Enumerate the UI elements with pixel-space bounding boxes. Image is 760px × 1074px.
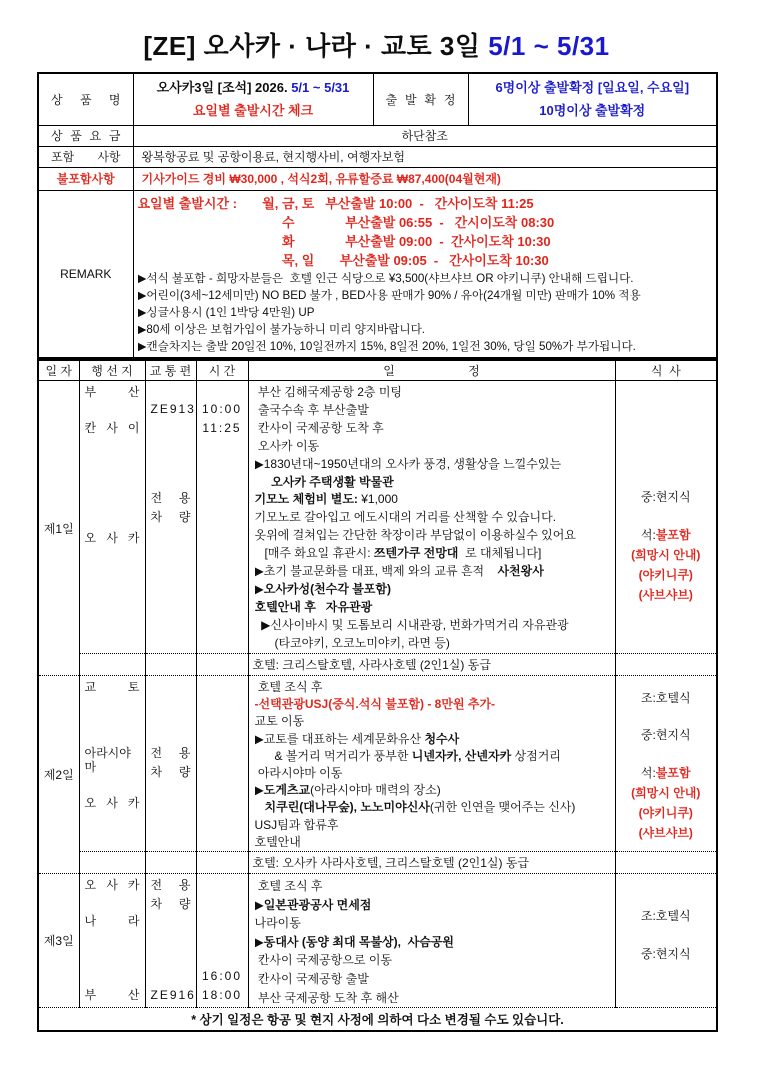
- itinerary-line: 부산 국제공항 도착 후 해산: [254, 990, 399, 1005]
- product-name-value: [133, 73, 373, 125]
- destination-osaka: 오 사 카: [84, 796, 140, 810]
- spacer-cell: [79, 654, 145, 676]
- remark-label: REMARK: [38, 190, 133, 358]
- itinerary-line: 오사카 이동: [254, 438, 320, 453]
- page-title: [37, 26, 716, 63]
- itinerary-line: ▶신사이바시 및 도톰보리 시내관광, 번화가먹거리 자유관광: [254, 617, 569, 632]
- day3-meal-list: [616, 874, 717, 964]
- itinerary-line: 부산 김해국제공항 2층 미팅: [254, 385, 403, 399]
- destination-osaka: 오 사 카: [84, 878, 140, 892]
- day2-times: [196, 676, 248, 852]
- flight-number: ZE913: [150, 402, 196, 416]
- column-header-transport: 교 통 편: [145, 360, 196, 381]
- day2-label: 제2일: [38, 676, 79, 874]
- departure-confirm-value: [468, 73, 717, 125]
- footnote-row: [38, 1008, 717, 1031]
- column-header-time: 시 간: [196, 360, 248, 381]
- product-name-line: 요일별 출발시간 체크: [192, 103, 314, 119]
- itinerary-line: 칸사이 국제공항 도착 후: [254, 420, 384, 435]
- destination-kyoto: 교 토: [84, 680, 140, 694]
- day3-meals: [615, 874, 717, 1008]
- itinerary-line: ▶일본관광공사 면세점: [254, 897, 372, 912]
- destination-nara: 나 라: [84, 914, 140, 928]
- remark-bullet: ▶싱글사용시 (1인 1박당 4만원) UP: [137, 305, 315, 319]
- meal-entry: 중:현지식: [640, 490, 691, 504]
- day3-plan-lines: [249, 874, 615, 1007]
- itinerary-line: -선택관광USJ(중식.석식 불포함) - 8만원 추가-: [254, 697, 496, 712]
- itinerary-line: 교토 이동: [254, 714, 305, 729]
- meal-entry: 조:호텔식: [640, 691, 691, 705]
- itinerary-line: 호텔 조식 후: [254, 680, 323, 694]
- departure-confirm-line: 10명이상 출발확정: [539, 103, 646, 119]
- remark-notes: [138, 270, 715, 355]
- hotel-info: 호텔: 오사카 사라사호텔, 크리스탈호텔 (2인1실) 동급: [252, 856, 530, 870]
- day1-label: 제1일: [38, 381, 79, 676]
- day3-transport: [145, 874, 196, 1008]
- arrival-time: 11:25: [202, 421, 242, 435]
- itinerary-header-row: [38, 360, 717, 381]
- itinerary-line: 치쿠린(대나무숲), 노노미야신사(귀한 인연을 맺어주는 신사): [264, 800, 576, 815]
- itinerary-line: ▶초기 불교문화를 대표, 백제 와의 교류 흔적 사천왕사: [254, 564, 544, 579]
- day1-plan-lines: [249, 381, 615, 653]
- day3-plan: [248, 874, 615, 1008]
- footnote: * 상기 일정은 항공 및 현지 사정에 의하여 다소 변경될 수도 있습니다.: [38, 1008, 717, 1031]
- day1-transport: [145, 381, 196, 654]
- itinerary-line: 기모노 체험비 별도: ¥1,000: [254, 492, 398, 507]
- day3-times: [196, 874, 248, 1008]
- spacer-cell: [615, 852, 717, 874]
- price-value: 하단참조: [133, 125, 717, 146]
- day1-section: [38, 381, 717, 676]
- itinerary-line: 호텔안내: [254, 834, 301, 849]
- day1-meal-list: [616, 381, 717, 605]
- day2-row: [38, 676, 717, 852]
- column-header-day: 일 자: [38, 360, 79, 381]
- transport-private-1: 전 용: [150, 746, 191, 760]
- product-info-table: [37, 72, 718, 359]
- meal-entry: 중:현지식: [640, 728, 691, 742]
- meal-entry: 석:불포함: [640, 766, 691, 780]
- arrival-time: 18:00: [201, 988, 243, 1002]
- day3-destinations: [79, 874, 145, 1008]
- departure-time: 16:00: [201, 969, 243, 983]
- day3-label: 제3일: [38, 874, 79, 1008]
- destination-osaka: 오 사 카: [84, 531, 140, 545]
- day2-transport: [145, 676, 196, 852]
- itinerary-line: 칸사이 국제공항으로 이동: [254, 953, 393, 968]
- transport-private-1: 전 용: [150, 491, 191, 505]
- day2-meal-list: [616, 676, 717, 843]
- itinerary-line: 출국수속 후 부산출발: [254, 402, 369, 417]
- itinerary-line: 칸사이 국제공항 출발: [254, 971, 369, 986]
- day3-section: [38, 874, 717, 1008]
- destination-arashiyama: 아라시야마: [84, 746, 131, 774]
- meal-entry: 조:호텔식: [640, 909, 691, 923]
- itinerary-line: ▶오사카성(천수각 불포함): [254, 581, 391, 596]
- footer-section: [38, 1008, 717, 1031]
- day1-times: [196, 381, 248, 654]
- schedule-line: 수 부산출발 06:55 - 간시이도착 08:30: [137, 214, 555, 230]
- day2-hotel: [248, 852, 615, 874]
- destination-busan: 부 산: [84, 988, 140, 1002]
- meal-entry: (샤브샤브): [638, 826, 693, 840]
- hotel-info: 호텔: 크리스탈호텔, 사라사호텔 (2인1실) 동급: [252, 658, 491, 672]
- price-label: 상 품 요 금: [38, 125, 133, 146]
- day2-hotel-row: [38, 852, 717, 874]
- day3-row: [38, 874, 717, 1008]
- spacer-cell: [196, 852, 248, 874]
- itinerary-line: USJ팀과 합류후: [254, 817, 339, 832]
- column-header-plan: 일 정: [248, 360, 615, 381]
- spacer-cell: [196, 654, 248, 676]
- departure-schedule: [138, 194, 715, 270]
- meal-entry: (야키니쿠): [638, 806, 693, 820]
- itinerary-line: [매주 화요일 휴관시: 쯔텐가쿠 전망대 로 대체됩니다]: [254, 546, 542, 561]
- transport-private-2: 차 량: [150, 765, 191, 779]
- remark-content: [133, 190, 717, 358]
- day2-plan-lines: [249, 676, 615, 851]
- departure-confirm-label: 출 발 확 정: [373, 73, 468, 125]
- transport-private-2: 차 량: [150, 897, 191, 911]
- column-header-destination: 행 선 지: [79, 360, 145, 381]
- meal-entry: 석:불포함: [640, 528, 691, 542]
- itinerary-line: ▶동대사 (동양 최대 목불상), 사슴공원: [254, 934, 455, 949]
- schedule-line: 화 부산출발 09:00 - 간사이도착 10:30: [137, 233, 551, 249]
- itinerary-line: 아라시야마 이동: [254, 766, 343, 781]
- product-name-line: 오사카3일 [조석] 2026. 5/1 ~ 5/31: [156, 80, 350, 96]
- meal-entry: (희망시 안내): [631, 548, 701, 562]
- itinerary-table: [37, 359, 718, 1032]
- itinerary-line: 기모노로 갈아입고 에도시대의 거리를 산책할 수 있습니다.: [254, 510, 557, 525]
- itinerary-line: 옷위에 걸쳐입는 간단한 착장이라 부담없이 이용하실수 있어요: [254, 528, 576, 543]
- itinerary-line: ▶도게츠교(아라시야마 매력의 장소): [254, 783, 441, 798]
- transport-private-1: 전 용: [150, 878, 191, 892]
- meal-entry: (샤브샤브): [638, 588, 693, 602]
- spacer-cell: [615, 654, 717, 676]
- column-header-meal: 식 사: [615, 360, 717, 381]
- day2-destinations: [79, 676, 145, 852]
- includes-value: 왕복항공료 및 공항이용료, 현지행사비, 여행자보험: [133, 146, 717, 167]
- day1-hotel-row: [38, 654, 717, 676]
- schedule-line: 요일별 출발시간 : 월, 금, 토 부산출발 10:00 - 간사이도착 11:25: [137, 195, 534, 211]
- day1-destinations: [79, 381, 145, 654]
- day1-plan: [248, 381, 615, 654]
- destination-busan: 부 산: [84, 385, 140, 399]
- includes-label: 포함 사항: [38, 146, 133, 167]
- itinerary-line: ▶1830년대~1950년대의 오사카 풍경, 생활상을 느낄수있는: [254, 456, 562, 471]
- remark-bullet: ▶석식 불포함 - 희망자분들은 호텔 인근 식당으로 ¥3,500(샤브샤브 OR 야키니쿠) 안내해 드립니다.: [137, 271, 634, 285]
- schedule-line: 목, 일 부산출발 09:05 - 간사이도착 10:30: [137, 252, 549, 268]
- flight-number: ZE916: [150, 988, 196, 1002]
- excludes-label: 불포함사항: [38, 167, 133, 190]
- meal-entry: 중:현지식: [640, 947, 691, 961]
- spacer-cell: [79, 852, 145, 874]
- day2-meals: [615, 676, 717, 852]
- itinerary-line: 호텔안내 후 자유관광: [254, 599, 373, 614]
- day1-row: [38, 381, 717, 654]
- departure-time: 10:00: [201, 402, 243, 416]
- day1-meals: [615, 381, 717, 654]
- itinerary-line: ▶교토를 대표하는 세계문화유산 청수사: [254, 731, 460, 746]
- itinerary-line: 오사카 주택생활 박물관: [271, 474, 394, 489]
- spacer-cell: [145, 654, 196, 676]
- departure-confirm-line: 6명이상 출발확정 [일요일, 수요일]: [495, 80, 690, 96]
- remark-bullet: ▶캔슬차지는 출발 20일전 10%, 10일전까지 15%, 8일전 20%, 1일전 30%, 당일 50%가 부가됩니다.: [137, 339, 636, 353]
- transport-private-2: 차 량: [150, 510, 191, 524]
- itinerary-line: 나라이동: [254, 916, 301, 931]
- day2-section: [38, 676, 717, 874]
- day2-plan: [248, 676, 615, 852]
- itinerary-line: (타코야키, 오코노미야키, 라면 등): [254, 635, 450, 650]
- remark-bullet: ▶어린이(3세~12세미만) NO BED 불가 , BED사용 판매가 90% / 유아(24개월 미만) 판매가 10% 적용: [137, 288, 641, 302]
- meal-entry: (희망시 안내): [631, 786, 701, 800]
- destination-kansai: 칸 사 이: [84, 421, 140, 435]
- day1-hotel: [248, 654, 615, 676]
- spacer-cell: [145, 852, 196, 874]
- excludes-value: 기사가이드 경비 ₩30,000 , 석식2회, 유류할증료 ₩87,400(04월현재): [133, 167, 717, 190]
- page-title-dates: 5/1 ~ 5/31: [488, 31, 610, 61]
- meal-entry: (야키니쿠): [638, 568, 693, 582]
- itinerary-line: 호텔 조식 후: [254, 879, 323, 893]
- product-name-label: 상 품 명: [38, 73, 133, 125]
- remark-bullet: ▶80세 이상은 보험가입이 불가능하니 미리 양지바랍니다.: [137, 322, 426, 336]
- page-title-main: [ZE] 오사카 · 나라 · 교토 3일: [143, 31, 489, 61]
- itinerary-line: & 볼거리 먹거리가 풍부한 니넨자카, 산넨자카 상점거리: [254, 748, 561, 763]
